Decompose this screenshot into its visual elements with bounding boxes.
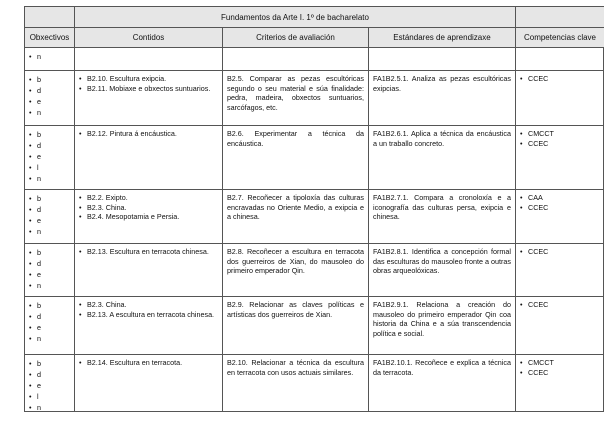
cell-competences (516, 297, 604, 355)
competences-item: • CCEC (520, 203, 600, 213)
criteria-text: B2.5. Comparar as pezas escultóricas segundo o seu material e súa finalidade: pedra, madeira, obxectos suntuarios, sarcófagos, etc. (227, 74, 364, 112)
cell-standards (369, 244, 516, 297)
cell-competences (516, 190, 604, 244)
objectives-list (29, 247, 70, 291)
criteria-text: B2.8. Recoñecer a escultura en terracota dos guerreiros de Xian, do mausoleo do primeiro emperador Qin. (227, 247, 364, 276)
cell-objectives (25, 190, 75, 244)
cell-contents (75, 71, 223, 126)
header-criteria: Criterios de avaliación (223, 28, 369, 48)
contents-item: • B2.10. Escultura exipcia. (79, 74, 218, 84)
objectives-list (29, 129, 70, 184)
competences-item: • CCEC (520, 300, 600, 310)
cell-contents (75, 126, 223, 190)
objectives-list (29, 51, 70, 62)
cell-competences (516, 244, 604, 297)
contents-list (79, 193, 218, 222)
cell-standards (369, 297, 516, 355)
objectives-item: • d (29, 258, 70, 269)
cell-standards (369, 190, 516, 244)
contents-list (79, 247, 218, 257)
contents-list (79, 74, 218, 93)
cell-competences (516, 355, 604, 412)
objectives-item: • b (29, 193, 70, 204)
objectives-item: • e (29, 96, 70, 107)
contents-list (79, 358, 218, 368)
objectives-item: • e (29, 380, 70, 391)
cell-standards (369, 355, 516, 412)
criteria-text: B2.7. Recoñecer a tipoloxía das culturas encravadas no Oriente Medio, a exipcia e a chinesa. (227, 193, 364, 222)
header-competences: Competencias clave (516, 28, 604, 48)
competences-list (520, 300, 600, 310)
objectives-list (29, 358, 70, 412)
cell-criteria (223, 297, 369, 355)
competences-item: • CCEC (520, 247, 600, 257)
standards-text: FA1B2.6.1. Aplica a técnica da encáustica a un traballo concreto. (373, 129, 511, 148)
cell-competences (516, 48, 604, 71)
objectives-item: • n (29, 226, 70, 237)
cell-standards (369, 48, 516, 71)
cell-objectives (25, 71, 75, 126)
cell-contents (75, 244, 223, 297)
contents-item: • B2.13. Escultura en terracota chinesa. (79, 247, 218, 257)
curriculum-table (24, 6, 604, 412)
cell-objectives (25, 48, 75, 71)
competences-item: • CCEC (520, 139, 600, 149)
standards-text: FA1B2.8.1. Identifica a concepción formal das esculturas do mausoleo fronte a outras obras arqueolóxicas. (373, 247, 511, 276)
header-contents: Contidos (75, 28, 223, 48)
cell-criteria (223, 48, 369, 71)
objectives-item: • n (29, 402, 70, 412)
competences-list (520, 74, 600, 84)
cell-criteria (223, 126, 369, 190)
objectives-item: • n (29, 333, 70, 344)
standards-text: FA1B2.10.1. Recoñece e explica a técnica da terracota. (373, 358, 511, 377)
contents-item: • B2.13. A escultura en terracota chinesa. (79, 310, 218, 320)
cell-contents (75, 355, 223, 412)
contents-item: • B2.3. China. (79, 300, 218, 310)
objectives-item: • n (29, 173, 70, 184)
objectives-item: • e (29, 215, 70, 226)
contents-item: • B2.2. Exipto. (79, 193, 218, 203)
cell-contents (75, 297, 223, 355)
objectives-item: • n (29, 280, 70, 291)
table-title: Fundamentos da Arte I. 1º de bacharelato (75, 7, 516, 28)
cell-contents (75, 48, 223, 71)
objectives-item: • b (29, 300, 70, 311)
objectives-item: • b (29, 358, 70, 369)
header-objectives: Obxectivos (25, 28, 75, 48)
competences-item: • CMCCT (520, 358, 600, 368)
header-standards: Estándares de aprendizaxe (369, 28, 516, 48)
cell-criteria (223, 355, 369, 412)
cell-objectives (25, 297, 75, 355)
cell-criteria (223, 244, 369, 297)
objectives-item: • d (29, 204, 70, 215)
cell-objectives (25, 126, 75, 190)
cell-standards (369, 126, 516, 190)
objectives-item: • n (29, 107, 70, 118)
criteria-text: B2.9. Relacionar as claves políticas e artísticas dos guerreiros de Xian. (227, 300, 364, 319)
objectives-item: • d (29, 140, 70, 151)
objectives-item: • b (29, 129, 70, 140)
standards-text: FA1B2.5.1. Analiza as pezas escultóricas exipcias. (373, 74, 511, 93)
cell-objectives (25, 355, 75, 412)
competences-item: • CCEC (520, 74, 600, 84)
cell-objectives (25, 244, 75, 297)
objectives-item: • l (29, 162, 70, 173)
objectives-item: • d (29, 369, 70, 380)
objectives-item: • e (29, 322, 70, 333)
objectives-item: • d (29, 311, 70, 322)
table-title-spacer (25, 7, 75, 28)
standards-text: FA1B2.7.1. Compara a cronoloxía e a iconografía das culturas persa, exipcia e chinesa. (373, 193, 511, 222)
contents-item: • B2.14. Escultura en terracota. (79, 358, 218, 368)
cell-contents (75, 190, 223, 244)
contents-item: • B2.12. Pintura á encáustica. (79, 129, 218, 139)
cell-competences (516, 71, 604, 126)
cell-criteria (223, 190, 369, 244)
table-title-spacer-right (516, 7, 604, 28)
objectives-item: • d (29, 85, 70, 96)
contents-list (79, 129, 218, 139)
competences-list (520, 358, 600, 377)
cell-criteria (223, 71, 369, 126)
standards-text: FA1B2.9.1. Relaciona a creación do mausoleo do primeiro emperador Qin coa historia da China e a súa transcendencia política e social. (373, 300, 511, 338)
contents-item: • B2.11. Mobiaxe e obxectos suntuarios. (79, 84, 218, 94)
objectives-item: • e (29, 151, 70, 162)
competences-item: • CAA (520, 193, 600, 203)
objectives-item: • l (29, 391, 70, 402)
objectives-item: • b (29, 74, 70, 85)
objectives-item: • e (29, 269, 70, 280)
objectives-item: • n (29, 51, 70, 62)
competences-list (520, 193, 600, 212)
criteria-text: B2.6. Experimentar a técnica da encáustica. (227, 129, 364, 148)
contents-item: • B2.3. China. (79, 203, 218, 213)
objectives-list (29, 74, 70, 118)
criteria-text: B2.10. Relacionar a técnica da escultura en terracota con usos actuais similares. (227, 358, 364, 377)
objectives-list (29, 300, 70, 344)
competences-list (520, 247, 600, 257)
competences-item: • CCEC (520, 368, 600, 378)
contents-item: • B2.4. Mesopotamia e Persia. (79, 212, 218, 222)
competences-item: • CMCCT (520, 129, 600, 139)
cell-standards (369, 71, 516, 126)
contents-list (79, 300, 218, 319)
objectives-list (29, 193, 70, 237)
competences-list (520, 129, 600, 148)
objectives-item: • b (29, 247, 70, 258)
cell-competences (516, 126, 604, 190)
